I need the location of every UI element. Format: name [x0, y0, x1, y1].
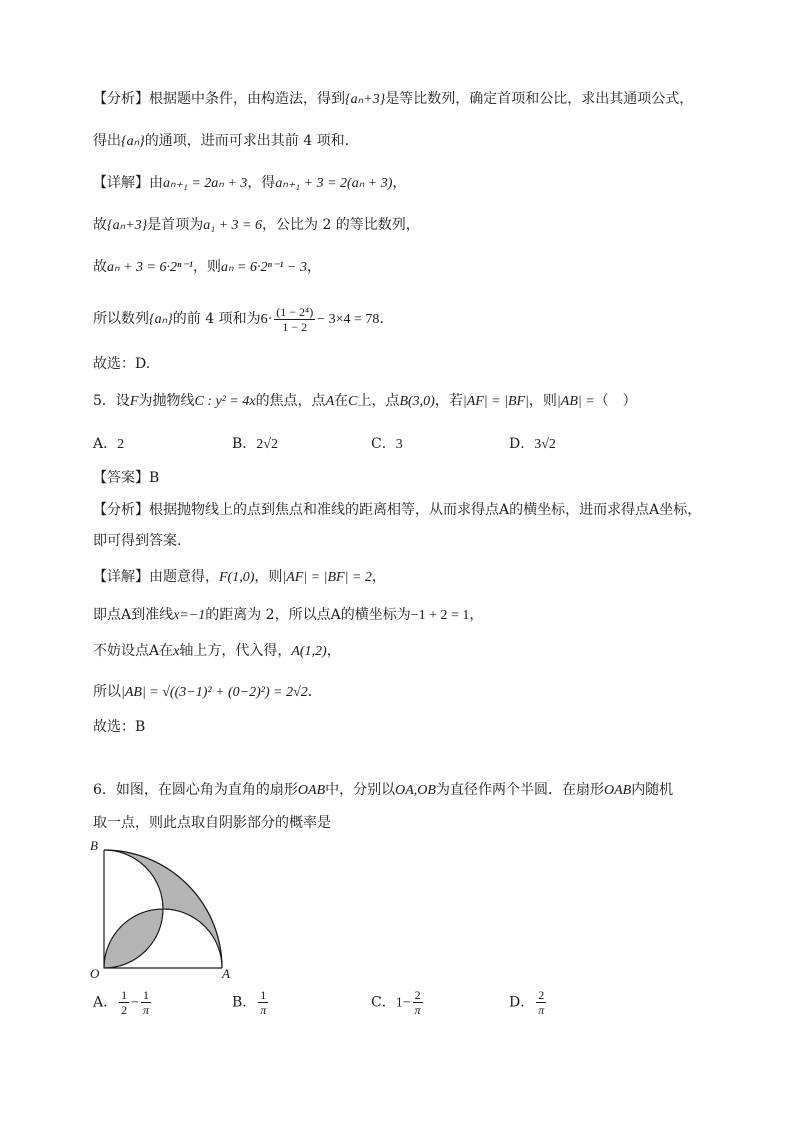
option-label: A．: [93, 994, 118, 1011]
q6-option-d[interactable]: [509, 988, 548, 1017]
q6-stem-line2: [93, 812, 331, 834]
math: aₙ₊₁ = 2aₙ + 3: [163, 176, 248, 191]
text: 的焦点，点: [255, 393, 326, 409]
text: 故: [93, 259, 107, 275]
text: ，: [326, 643, 341, 659]
denominator: π: [143, 1003, 150, 1017]
s4-analysis-line2: [93, 130, 349, 153]
fraction: [274, 305, 315, 334]
s4-detail-line4: [93, 302, 384, 337]
detail-tag: 【详解】: [93, 569, 149, 585]
fraction: [413, 988, 423, 1017]
text: 轴上方，代入得，: [179, 643, 292, 659]
option-label: B．: [232, 436, 257, 452]
numerator: 1: [260, 988, 267, 1002]
option-value: 3: [395, 437, 403, 452]
q5-choice: [93, 716, 145, 738]
text: 5．设: [93, 393, 130, 409]
q5-option-c[interactable]: [371, 433, 403, 453]
q5-option-a[interactable]: [93, 433, 124, 453]
sector-figure: [88, 836, 248, 982]
math: C: [348, 394, 358, 409]
option-label: D．: [509, 436, 535, 452]
option-label: A．: [93, 436, 118, 452]
option-value: 3√2: [534, 437, 556, 452]
text: .: [307, 684, 313, 700]
math: 6·: [260, 312, 273, 327]
text: 中，分别以: [325, 782, 396, 798]
q6-option-b[interactable]: [232, 988, 270, 1017]
text: 由题意得，: [149, 569, 219, 585]
option-label: B．: [232, 994, 257, 1011]
option-label: C．: [371, 994, 396, 1011]
text: ，则: [192, 259, 221, 275]
label-o: O: [90, 966, 100, 981]
math: aₙ = 6·2ⁿ⁻¹ − 3: [220, 260, 307, 275]
text: 是首项为: [147, 217, 204, 233]
s4-choice: [93, 353, 150, 375]
fraction: [258, 988, 268, 1017]
text: 所以数列: [93, 311, 149, 327]
text: ，则: [528, 393, 557, 409]
math: aₙ₊₁ + 3 = 2(aₙ + 3): [275, 176, 393, 191]
q5-option-d[interactable]: [509, 433, 556, 453]
denominator: π: [260, 1003, 267, 1017]
math: OAB: [603, 783, 632, 798]
math: A(1,2): [291, 644, 327, 659]
text: 的通项，进而可求出其前 4 项和.: [144, 133, 350, 149]
math: F: [129, 394, 139, 409]
q5-answer: [93, 467, 159, 489]
q6-stem-line1: [93, 779, 673, 802]
fraction: [536, 988, 546, 1017]
label-a: A: [222, 966, 230, 981]
answer-value: B: [149, 470, 160, 486]
text: ，得: [247, 175, 276, 191]
text: ，: [371, 569, 386, 585]
fraction: [141, 988, 151, 1017]
option-value: 2√2: [256, 437, 278, 452]
text: 的前 4 项和为: [172, 311, 261, 327]
numerator: 2: [538, 988, 545, 1002]
math: aₙ + 3 = 6·2ⁿ⁻¹: [107, 260, 193, 275]
text: 所以: [93, 684, 121, 700]
text: 故: [93, 217, 107, 233]
q5-analysis-line1: [93, 499, 701, 521]
denominator: 2: [121, 1003, 128, 1017]
math: OA,OB: [395, 783, 436, 798]
numerator: 2: [414, 988, 421, 1002]
s4-analysis-line1: [93, 88, 693, 111]
text: 即点A到准线: [93, 607, 174, 623]
math: {aₙ}: [121, 134, 145, 149]
q5-stem: [93, 390, 637, 413]
s4-detail-line3: [93, 256, 321, 279]
text: 根据题中条件，由构造法，得到: [149, 91, 345, 107]
denominator: π: [414, 1003, 421, 1017]
text: 内随机: [631, 782, 674, 798]
text: ，: [392, 175, 407, 191]
math: |AB| =: [556, 394, 595, 409]
option-value: 2: [117, 437, 125, 452]
text: 是等比数列，确定首项和公比，求出其通项公式，: [385, 91, 694, 107]
text: ，若: [434, 393, 463, 409]
q5-analysis-line2: [93, 530, 181, 552]
text: ，: [306, 259, 321, 275]
math: |AF| = |BF|: [462, 394, 529, 409]
math: {aₙ+3}: [345, 92, 386, 107]
numerator: 1: [143, 988, 150, 1002]
option-label: D．: [509, 994, 535, 1011]
denominator: π: [538, 1003, 545, 1017]
math: a₁ + 3 = 6: [203, 218, 262, 233]
text: 的距离为 2，所以点A的横坐标为: [205, 607, 411, 623]
q6-option-a[interactable]: [93, 988, 153, 1017]
math: − 3×4 = 78: [317, 312, 380, 327]
text: 取一点，则此点取自阴影部分的概率是: [93, 815, 331, 831]
q5-detail-line4: [93, 681, 312, 704]
text: 不妨设点A在: [93, 643, 174, 659]
text: 由: [149, 175, 163, 191]
text: .: [379, 311, 384, 327]
option-label: C．: [371, 436, 396, 452]
fraction: [119, 988, 129, 1017]
analysis-tag: 【分析】: [93, 91, 149, 107]
text: （ ）: [594, 393, 637, 409]
text: ，公比为 2 的等比数列，: [262, 217, 420, 233]
answer-tag: 【答案】: [93, 470, 149, 486]
math: {aₙ}: [149, 312, 173, 327]
math: |AB| = √((3−1)² + (0−2)²) = 2√2: [121, 685, 308, 700]
text: 为直径作两个半圆．在扇形: [435, 782, 604, 798]
numerator: 1: [121, 988, 128, 1002]
analysis-tag: 【分析】: [93, 502, 149, 518]
choice-text: 故选：D.: [93, 356, 151, 372]
numerator: (1 − 2⁴): [276, 304, 314, 319]
s4-detail-line2: [93, 214, 420, 237]
text: ，: [469, 607, 484, 623]
math: x: [173, 644, 180, 659]
math: A: [325, 394, 335, 409]
q6-option-c[interactable]: [371, 988, 425, 1017]
math: F(1,0): [219, 570, 255, 585]
text: ，则: [254, 569, 283, 585]
math: x=−1: [173, 608, 206, 623]
math: 1−: [395, 995, 411, 1011]
q5-detail-line1: [93, 566, 386, 589]
s4-detail-line1: [93, 172, 406, 195]
text: 为抛物线: [138, 393, 195, 409]
label-b: B: [90, 838, 98, 853]
shaded-region-lens: [104, 909, 163, 968]
math: −1 + 2 = 1: [410, 608, 470, 623]
math: |AF| = |BF| = 2: [282, 570, 372, 585]
choice-text: 故选：B: [93, 719, 146, 735]
text: 6．如图，在圆心角为直角的扇形: [93, 782, 298, 798]
text: 上，点: [357, 393, 400, 409]
q5-detail-line2: [93, 604, 483, 627]
q5-detail-line3: [93, 640, 341, 663]
text: 即可得到答案.: [93, 533, 182, 549]
denominator: 1 − 2: [282, 319, 308, 334]
text: 在: [334, 393, 349, 409]
math: C : y² = 4x: [194, 394, 256, 409]
operator: −: [131, 995, 140, 1011]
detail-tag: 【详解】: [93, 175, 149, 191]
math: {aₙ+3}: [107, 218, 148, 233]
text: 根据抛物线上的点到焦点和准线的距离相等，从而求得点A的横坐标，进而求得点A坐标，: [149, 502, 702, 518]
math: OAB: [297, 783, 326, 798]
text: 得出: [93, 133, 121, 149]
q5-option-b[interactable]: [232, 433, 278, 453]
math: B(3,0): [399, 394, 435, 409]
